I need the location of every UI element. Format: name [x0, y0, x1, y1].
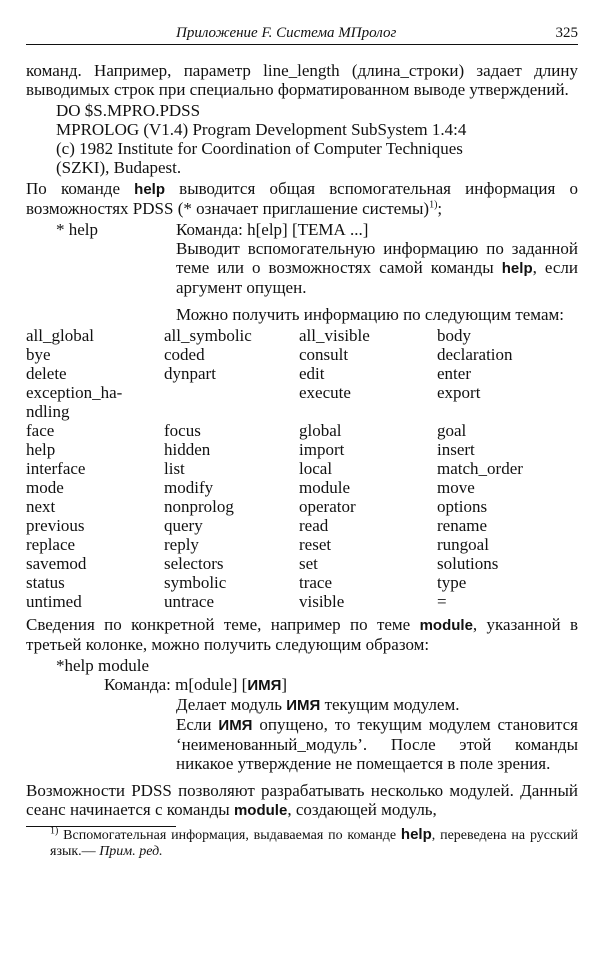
topic-cell: bye	[26, 345, 51, 364]
topic-cell: coded	[164, 345, 205, 364]
topic-cell: options	[437, 497, 488, 516]
module-syntax: Команда: m[odule] [ИМЯ]	[104, 675, 288, 694]
code-line: (c) 1982 Institute for Coordination of Computer Techniques	[56, 139, 463, 158]
module-example	[26, 656, 578, 773]
paragraph-pdss-modules: Возможности PDSS позволяют разрабатывать несколько модулей. Данный сеанс начинается с команды module, создающей модуль,	[26, 781, 578, 819]
footnote-marker: 1)	[50, 825, 59, 837]
running-title: Приложение F. Система МПролог	[176, 25, 397, 41]
topic-cell: focus	[164, 421, 201, 440]
topic-cell: status	[26, 573, 65, 592]
topic-cell	[437, 402, 578, 421]
help-syntax: Команда: h[elp] [ТЕМА ...]	[176, 220, 369, 239]
topic-cell: help	[26, 440, 56, 459]
topic-cell: modify	[164, 478, 214, 497]
topic-cell	[164, 383, 299, 402]
page	[26, 20, 578, 860]
topic-cell: delete	[26, 364, 67, 383]
topic-cell: savemod	[26, 554, 87, 573]
topic-cell	[299, 402, 437, 421]
topic-cell: face	[26, 421, 55, 440]
topic-cell: untimed	[26, 592, 82, 611]
topic-cell: match_order	[437, 459, 523, 478]
topic-cell: all_symbolic	[164, 326, 252, 345]
topics-intro: Можно получить информацию по следующим темам:	[176, 305, 564, 324]
running-header	[26, 20, 578, 45]
topic-cell: replace	[26, 535, 76, 554]
topic-cell: query	[164, 516, 203, 535]
topic-cell: insert	[437, 440, 475, 459]
topic-cell: rungoal	[437, 535, 489, 554]
topic-cell: global	[299, 421, 342, 440]
topic-cell: mode	[26, 478, 64, 497]
topic-cell: reset	[299, 535, 332, 554]
topic-cell: goal	[437, 421, 467, 440]
topic-cell: local	[299, 459, 333, 478]
topic-cell: dynpart	[164, 364, 216, 383]
module-desc-1: Делает модуль ИМЯ текущим модулем.	[176, 695, 460, 714]
paragraph-help-intro: По команде help выводится общая вспомогательная информация о возможностях PDSS (* означает приглашение системы)$^{1)}$;	[26, 179, 578, 218]
topic-cell: selectors	[164, 554, 224, 573]
topic-cell: untrace	[164, 592, 215, 611]
module-desc-2: Если ИМЯ опущено, то текущим модулем становится ‘неименованный_модуль’. После этой команды никакое утверждение не помещается в поле зрения.	[176, 715, 579, 773]
topic-cell	[164, 402, 299, 421]
help-command-desc	[176, 220, 578, 324]
help-description: Выводит вспомогательную информацию по заданной теме или о возможностях самой команды help, если аргумент опущен.	[176, 239, 578, 297]
topic-cell: enter	[437, 364, 471, 383]
topic-cell: body	[437, 326, 471, 345]
topic-cell: next	[26, 497, 56, 516]
code-block	[26, 101, 578, 177]
topic-cell: type	[437, 573, 467, 592]
topic-cell: execute	[299, 383, 351, 402]
code-line: DO $S.MPRO.PDSS	[56, 101, 201, 120]
topic-cell: solutions	[437, 554, 499, 573]
topic-cell: exception_ha-	[26, 383, 123, 402]
topic-cell: all_global	[26, 326, 94, 345]
topic-cell: declaration	[437, 345, 513, 364]
topic-cell: reply	[164, 535, 199, 554]
topic-cell: nonprolog	[164, 497, 234, 516]
bold-help: help	[134, 181, 166, 198]
topic-cell: move	[437, 478, 475, 497]
code-line: (SZKI), Budapest.	[56, 158, 182, 177]
help-prompt: * help	[56, 220, 99, 239]
topics-table	[26, 326, 578, 611]
paragraph-line-length: команд. Например, параметр line_length (длина_строки) задает длину выводимых строк при специально форматированном выводе утверждений.	[26, 61, 578, 99]
footnote: $^{1)}$ Вспомогательная информация, выдаваемая по команде help, переведена на русский язык.— Прим. ред.	[50, 825, 578, 859]
topic-cell: hidden	[164, 440, 211, 459]
topic-cell: visible	[299, 592, 345, 611]
topic-cell: import	[299, 440, 345, 459]
topic-cell: list	[164, 459, 185, 478]
topic-cell: set	[299, 554, 318, 573]
topic-cell: module	[299, 478, 350, 497]
topic-cell: trace	[299, 573, 333, 592]
topic-cell: ndling	[26, 402, 70, 421]
topic-cell: all_visible	[299, 326, 370, 345]
topic-cell: rename	[437, 516, 488, 535]
paragraph-module-topic: Сведения по конкретной теме, например по теме module, указанной в третьей колонке, можно получить следующим образом:	[26, 615, 578, 654]
code-line: MPROLOG (V1.4) Program Development SubSystem 1.4:4	[56, 120, 467, 139]
topic-cell: operator	[299, 497, 356, 516]
topic-cell: symbolic	[164, 573, 227, 592]
topic-cell: interface	[26, 459, 86, 478]
page-number: 325	[555, 25, 578, 41]
topic-cell: =	[437, 592, 447, 611]
topic-cell: consult	[299, 345, 349, 364]
module-prompt: *help module	[56, 656, 150, 675]
topic-cell: edit	[299, 364, 325, 383]
topic-cell: read	[299, 516, 329, 535]
footnote-ref: 1)	[429, 199, 438, 211]
help-command-block	[26, 220, 578, 324]
topic-cell: previous	[26, 516, 85, 535]
topic-cell: export	[437, 383, 481, 402]
